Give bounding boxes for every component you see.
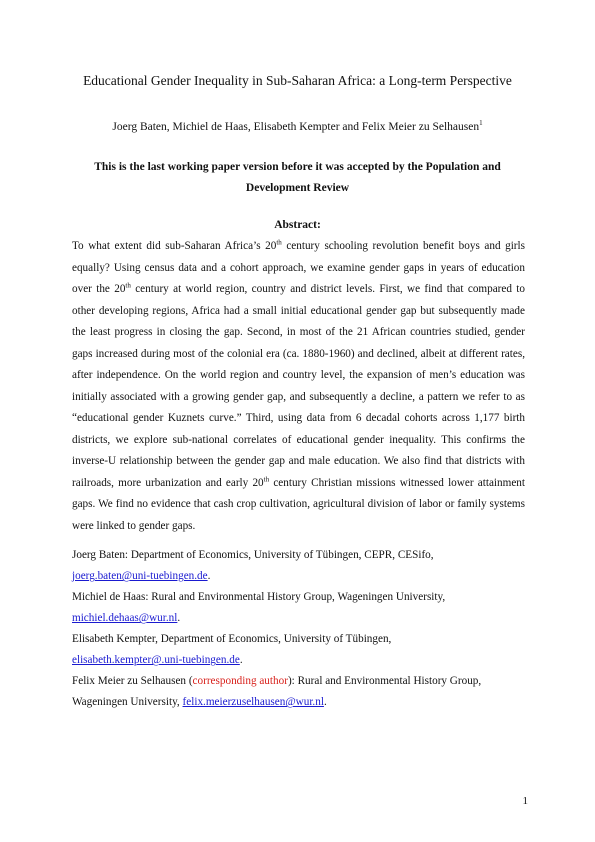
affiliation-text: Joerg Baten: Department of Economics, University of Tübingen, CEPR, CESifo, — [72, 549, 434, 561]
abstract-text-2: century schooling revolution benefit boys and girls equally? Using census data and a cohort approach, we examine gender gaps in years of education over the 20 — [72, 240, 525, 295]
abstract-body — [72, 236, 525, 537]
paper-title: Educational Gender Inequality in Sub-Saharan Africa: a Long-term Perspective — [83, 73, 512, 88]
abstract-heading: Abstract: — [274, 219, 321, 231]
email-suffix: . — [323, 696, 327, 709]
corresponding-author-label: corresponding author — [192, 675, 288, 687]
corresponding-affiliation: ): Rural and Environmental History Group, — [287, 675, 482, 687]
version-notice-line-1: This is the last working paper version before it was accepted by the Population and — [94, 161, 501, 173]
author-list — [40, 119, 555, 133]
email-suffix: . — [177, 612, 181, 625]
email-link-kempter[interactable]: elisabeth.kempter@.uni-tuebingen.de — [72, 654, 240, 667]
abstract-text-4: century Christian missions witnessed lower attainment gaps. We find no evidence that cash crop cultivation, agricultural division of labor or family systems were linked to gender gaps. — [72, 476, 525, 532]
version-notice — [80, 157, 515, 199]
email-link-baten[interactable]: joerg.baten@uni-tuebingen.de — [72, 570, 208, 583]
affiliation-de-haas — [72, 587, 542, 630]
abstract-text-3: century at world region, country and district levels. First, we find that compared to other developing regions, Africa had a small initial educational gender gap but subsequently made the least progress in closing the gap. Second, in most of the 21 African countries studied, gender gaps increased during most of the colonial era (ca. 1880-1960) and declined, albeit at different rates, after independence. On the world region and country level, the expansion of men’s education was initially associated with a growing gender gap, and subsequently a decline, a pattern we refer to as “educational gender Kuznets curve.” Third, using data from 6 decadal cohorts across 1,177 birth districts, we explore sub-national correlates of educational gender inequality. This confirms the inverse-U relationship between the gender gap and male education. We also find that districts with railroads, more urbanization and early 20 — [72, 283, 525, 489]
email-suffix: . — [239, 654, 243, 667]
author-names: Joerg Baten, Michiel de Haas, Elisabeth Kempter and Felix Meier zu Selhausen — [112, 120, 480, 133]
email-link-meier-zu-selhausen[interactable]: felix.meierzuselhausen@wur.nl — [182, 696, 324, 709]
abstract-text-1: To what extent did sub-Saharan Africa’s 20 — [72, 240, 277, 252]
affiliation-text: Michiel de Haas: Rural and Environmental History Group, Wageningen University, — [72, 591, 446, 603]
affiliation-text: Elisabeth Kempter, Department of Economics, University of Tübingen, — [72, 633, 392, 645]
email-link-de-haas[interactable]: michiel.dehaas@wur.nl — [72, 612, 178, 625]
abstract-sup-2: th — [125, 281, 131, 290]
affiliation-kempter — [72, 629, 542, 672]
abstract-sup-3: th — [263, 474, 270, 483]
affiliation-baten — [72, 545, 542, 588]
page-number: 1 — [522, 795, 528, 807]
email-suffix: . — [207, 570, 211, 583]
affiliation-meier-zu-selhausen — [72, 671, 542, 714]
corresponding-name: Felix Meier zu Selhausen ( — [72, 675, 193, 687]
version-notice-line-2: Development Review — [245, 182, 350, 194]
abstract-sup-1: th — [276, 238, 282, 247]
author-footnote-marker: 1 — [479, 119, 483, 127]
corresponding-affiliation-line-2: Wageningen University, — [72, 696, 183, 709]
